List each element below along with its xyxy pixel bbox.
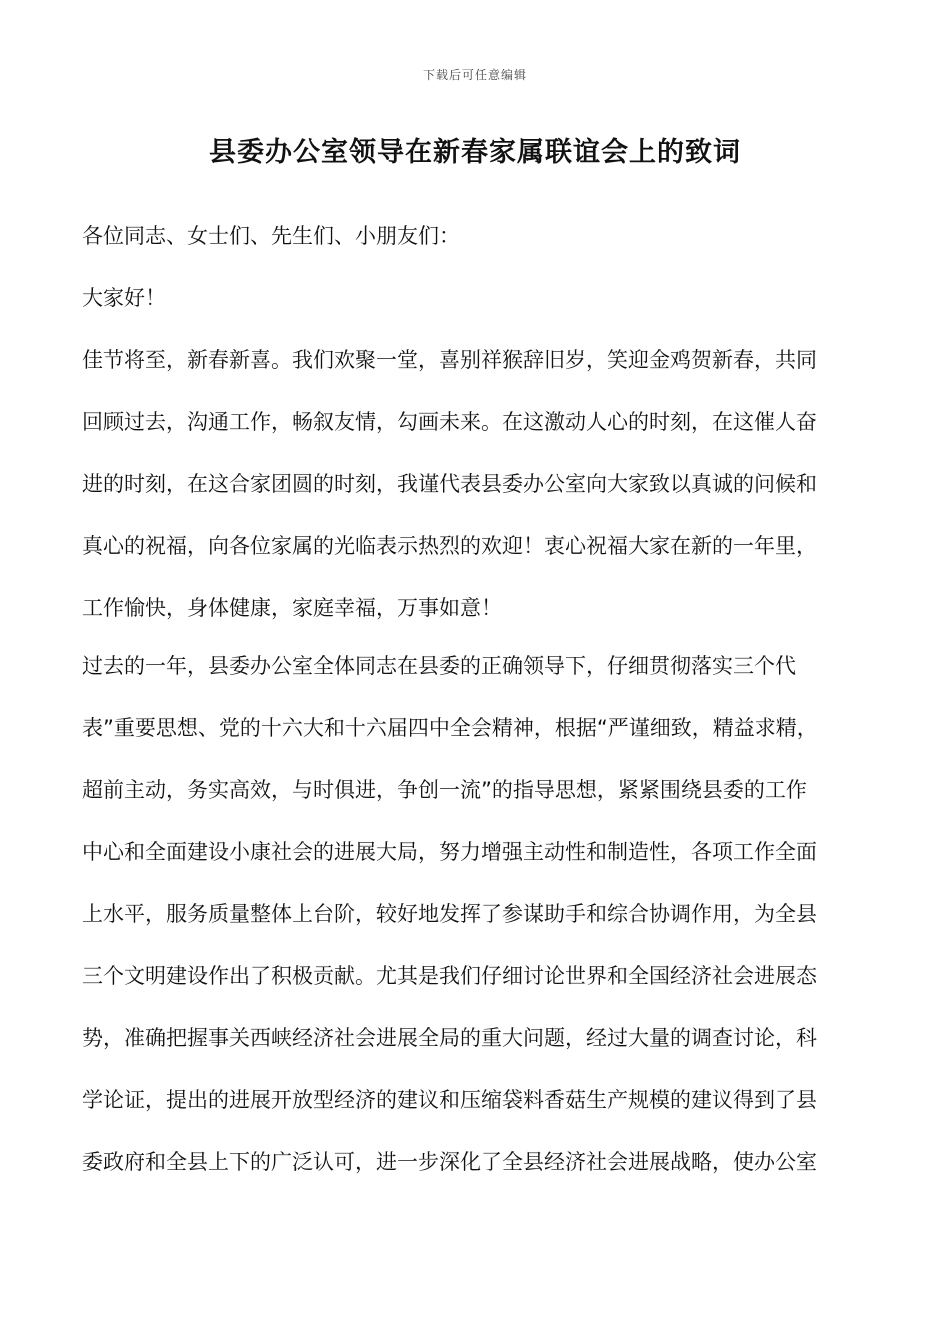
header-note: 下载后可任意编辑	[422, 68, 527, 82]
paragraph-1	[82, 346, 872, 652]
paragraph-line: 上水平，服务质量整体上台阶，较好地发挥了参谋助手和综合协调作用，为全县	[82, 902, 817, 926]
paragraph-line: 委政府和全县上下的广泛认可，进一步深化了全县经济社会进展战略，使办公室	[82, 1150, 817, 1174]
paragraph-line: 势，准确把握事关西峡经济社会进展全局的重大问题，经过大量的调查讨论，科	[82, 1026, 817, 1050]
paragraph-line: 回顾过去，沟通工作，畅叙友情，勾画未来。在这激动人心的时刻，在这催人奋	[82, 410, 817, 434]
paragraph-line: 工作愉快，身体健康，家庭幸福，万事如意！	[82, 596, 502, 620]
paragraph-line: 进的时刻，在这合家团圆的时刻，我谨代表县委办公室向大家致以真诚的问候和	[82, 472, 817, 496]
document-body	[82, 222, 872, 1210]
document-title: 县委办公室领导在新春家属联谊会上的致词	[209, 137, 741, 168]
paragraph-line: 佳节将至，新春新喜。我们欢聚一堂，喜别祥猴辞旧岁，笑迎金鸡贺新春，共同	[82, 348, 817, 372]
paragraph-line: 中心和全面建设小康社会的进展大局，努力增强主动性和制造性，各项工作全面	[82, 840, 817, 864]
salutation: 各位同志、女士们、先生们、小朋友们：	[82, 224, 460, 248]
paragraph-line: 学论证，提出的进展开放型经济的建议和压缩袋料香菇生产规模的建议得到了县	[82, 1088, 817, 1112]
paragraph-line: 过去的一年，县委办公室全体同志在县委的正确领导下，仔细贯彻落实三个代	[82, 654, 796, 678]
paragraph-line: 真心的祝福，向各位家属的光临表示热烈的欢迎！衷心祝福大家在新的一年里，	[82, 534, 817, 558]
greeting: 大家好！	[82, 286, 166, 310]
paragraph-line: 超前主动，务实高效，与时俱进，争创一流”的指导思想，紧紧围绕县委的工作	[82, 778, 807, 802]
paragraph-2	[82, 652, 872, 1210]
paragraph-line: 表”重要思想、党的十六大和十六届四中全会精神，根据“严谨细致，精益求精，	[82, 716, 818, 740]
paragraph-line: 三个文明建设作出了积极贡献。尤其是我们仔细讨论世界和全国经济社会进展态	[82, 964, 817, 988]
